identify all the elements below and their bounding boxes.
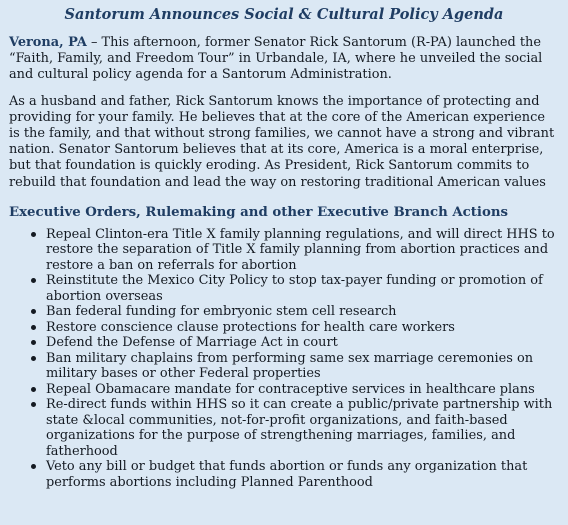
- list-item: Re-direct funds within HHS so it can create a public/private partnership with state &local communities, not-for-profit organizations, and faith-based organizations for the purpose of strengthening marriages, families, and fatherhood: [46, 397, 559, 459]
- intro-text: – This afternoon, former Senator Rick Santorum (R-PA) launched the “Faith, Family, and Freedom Tour” in Urbandale, IA, where he unveiled the social and cultural policy agenda for a Santorum Administration.: [9, 35, 543, 83]
- list-item: Defend the Defense of Marriage Act in court: [46, 335, 559, 351]
- list-item: Reinstitute the Mexico City Policy to stop tax-payer funding or promotion of abortion overseas: [46, 273, 559, 304]
- intro-paragraph: [9, 35, 559, 84]
- article-title: Santorum Announces Social & Cultural Policy Agenda: [64, 6, 504, 23]
- list-item: Ban federal funding for embryonic stem cell research: [46, 304, 559, 320]
- list-item: Repeal Obamacare mandate for contraceptive services in healthcare plans: [46, 382, 559, 398]
- action-list: [9, 227, 559, 491]
- list-item: Ban military chaplains from performing same sex marriage ceremonies on military bases or other Federal properties: [46, 351, 559, 382]
- section-heading: Executive Orders, Rulemaking and other Executive Branch Actions: [9, 204, 508, 220]
- dateline: Verona, PA: [9, 35, 87, 50]
- list-item: Restore conscience clause protections for health care workers: [46, 320, 559, 336]
- list-item: Veto any bill or budget that funds abortion or funds any organization that performs abortions including Planned Parenthood: [46, 459, 559, 490]
- list-item: Repeal Clinton-era Title X family planning regulations, and will direct HHS to restore the separation of Title X family planning from abortion practices and restore a ban on referrals for abortion: [46, 227, 559, 274]
- body-paragraph: As a husband and father, Rick Santorum knows the importance of protecting and providing for your family. He believes that at the core of the American experience is the family, and that without strong families, we cannot have a strong and vibrant nation. Senator Santorum believes that at its core, America is a moral enterprise, but that foundation is quickly eroding. As President, Rick Santorum commits to rebuild that foundation and lead the way on restoring traditional American values: [9, 93, 555, 190]
